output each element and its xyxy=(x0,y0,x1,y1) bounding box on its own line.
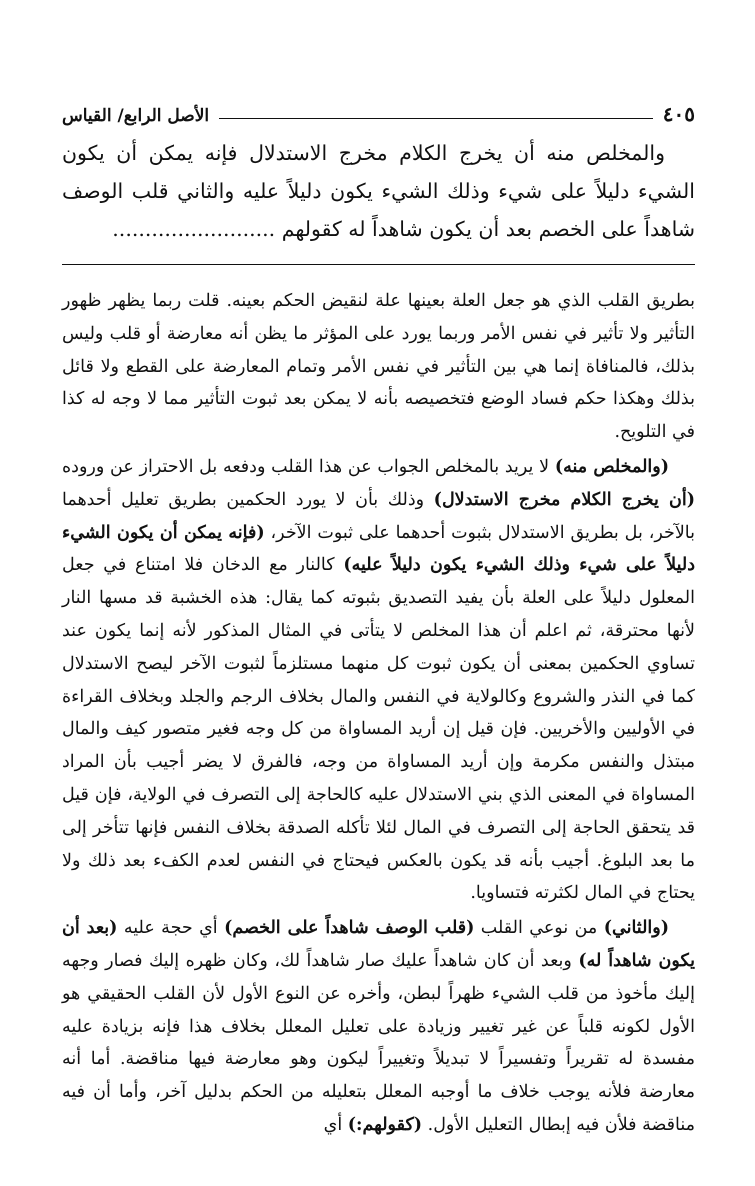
quoted-lemma: (بعد أن يكون شاهداً له) xyxy=(62,918,695,971)
footnote-separator xyxy=(62,264,695,265)
commentary xyxy=(62,285,695,1142)
commentary-text: أي xyxy=(323,1114,348,1135)
commentary-text: أي حجة عليه xyxy=(117,918,225,939)
commentary-paragraph-2 xyxy=(62,451,695,910)
quoted-lemma: (والمخلص منه) xyxy=(554,456,669,477)
commentary-text: لا يريد بالمخلص الجواب عن هذا القلب ودفعه بل الاحتراز عن وروده xyxy=(62,456,555,477)
quoted-lemma: (فإنه يمكن أن يكون الشيء دليلاً على شيء وذلك الشيء يكون دليلاً عليه) xyxy=(62,522,695,576)
commentary-paragraph-1: بطريق القلب الذي هو جعل العلة بعينها علة لنقيض الحكم بعينه. قلت ربما يظهر ظهور التأثير ولا تأثير في نفس الأمر وربما يورد على المؤثر ما يظن أنه معارضة أو قلب وليس بذلك، فالمنافاة إنما هي بين التأثير في نفس الأمر وتمام المعارضة على القطع ولا قائل بذلك وهكذا حكم فساد الوضع فتخصيصه بأنه لا يمكن بعد ثبوت التأثير مما لا وجه له كذا في التلويح. xyxy=(62,291,695,443)
commentary-text: وبعد أن كان شاهداً عليك صار شاهداً لك، وكان ظهره إليك فصار وجهه إليك مأخوذ من قلب الشيء ظهراً لبطن، وأخره عن النوع الأول لأن القلب الحقيقي هو الأول لكونه قلباً عن غير تغيير وزيادة على تعليل المعلل بخلاف هذا فإنه بزيادة عليه مفسدة له تقريراً وتفسيراً لا تبديلاً وتغييراً ليكون وهو معارضة فيها مناقضة. أما أنه معارضة فلأنه يوجب خلاف ما أوجبه المعلل بتعليله من الحكم بدليل آخر، وأما أن فيه مناقضة فلأن فيه إبطال التعليل الأول. xyxy=(62,950,695,1135)
quoted-lemma: (أن يخرج الكلام مخرج الاستدلال) xyxy=(433,489,695,510)
quoted-lemma: (قلب الوصف شاهداً على الخصم) xyxy=(224,918,475,939)
page-header xyxy=(62,92,695,126)
main-text-paragraph: والمخلص منه أن يخرج الكلام مخرج الاستدلال فإنه يمكن أن يكون الشيء دليلاً على شيء وذلك الشيء يكون دليلاً عليه والثاني قلب الوصف شاهداً على الخصم بعد أن يكون شاهداً له كقولهم ......................... xyxy=(62,141,695,241)
commentary-text: من نوعي القلب xyxy=(474,918,604,939)
commentary-paragraph-3 xyxy=(62,912,695,1142)
quoted-lemma: (كقولهم:) xyxy=(347,1114,423,1135)
header-rule xyxy=(219,118,653,119)
commentary-text: وذلك بأن لا يورد الحكمين بطريق تعليل أحدهما بالآخر، بل بطريق الاستدلال بثبوت أحدهما على ثبوت الآخر، xyxy=(62,489,696,543)
quoted-lemma: (والثاني) xyxy=(603,918,669,939)
main-text xyxy=(62,134,695,248)
running-title: الأصل الرابع/ القياس xyxy=(62,106,210,126)
page-number: ٤٠٥ xyxy=(662,102,695,126)
commentary-text: كالنار مع الدخان فلا امتناع في جعل المعلول دليلاً على العلة بأن يفيد التصديق بثبوته كما يقال: هذه الخشبة قد مسها النار لأنها محترقة، ثم اعلم أن هذا المخلص لا يتأتى في المثال المذكور لأنه إنما يكون عند تساوي الحكمين بمعنى أن يكون ثبوت كل منهما مستلزماً لثبوت الآخر ليصح الاستدلال كما في النذر والشروع وكالولاية في النفس والمال بخلاف الرجم والجلد وبخلاف القراءة في الأوليين والأخريين. فإن قيل إن أريد المساواة من كل وجه فغير متصور كيف والمال مبتذل والنفس مكرمة وإن أريد المساواة من وجه، فالفرق لا يضر أجيب بأن المراد المساواة في المعنى الذي بني الاستدلال عليه كالحاجة إلى التصرف في الولاية، فإن قيل قد يتحقق الحاجة إلى التصرف في المال لئلا تأكله الصدقة بخلاف النفس فإنها تتأخر إلى ما بعد البلوغ. أجيب بأنه قد يكون بالعكس فيحتاج في النفس لعدم الكفء بعد ذلك ولا يحتاج في المال لكثرته فتساويا. xyxy=(62,555,695,904)
